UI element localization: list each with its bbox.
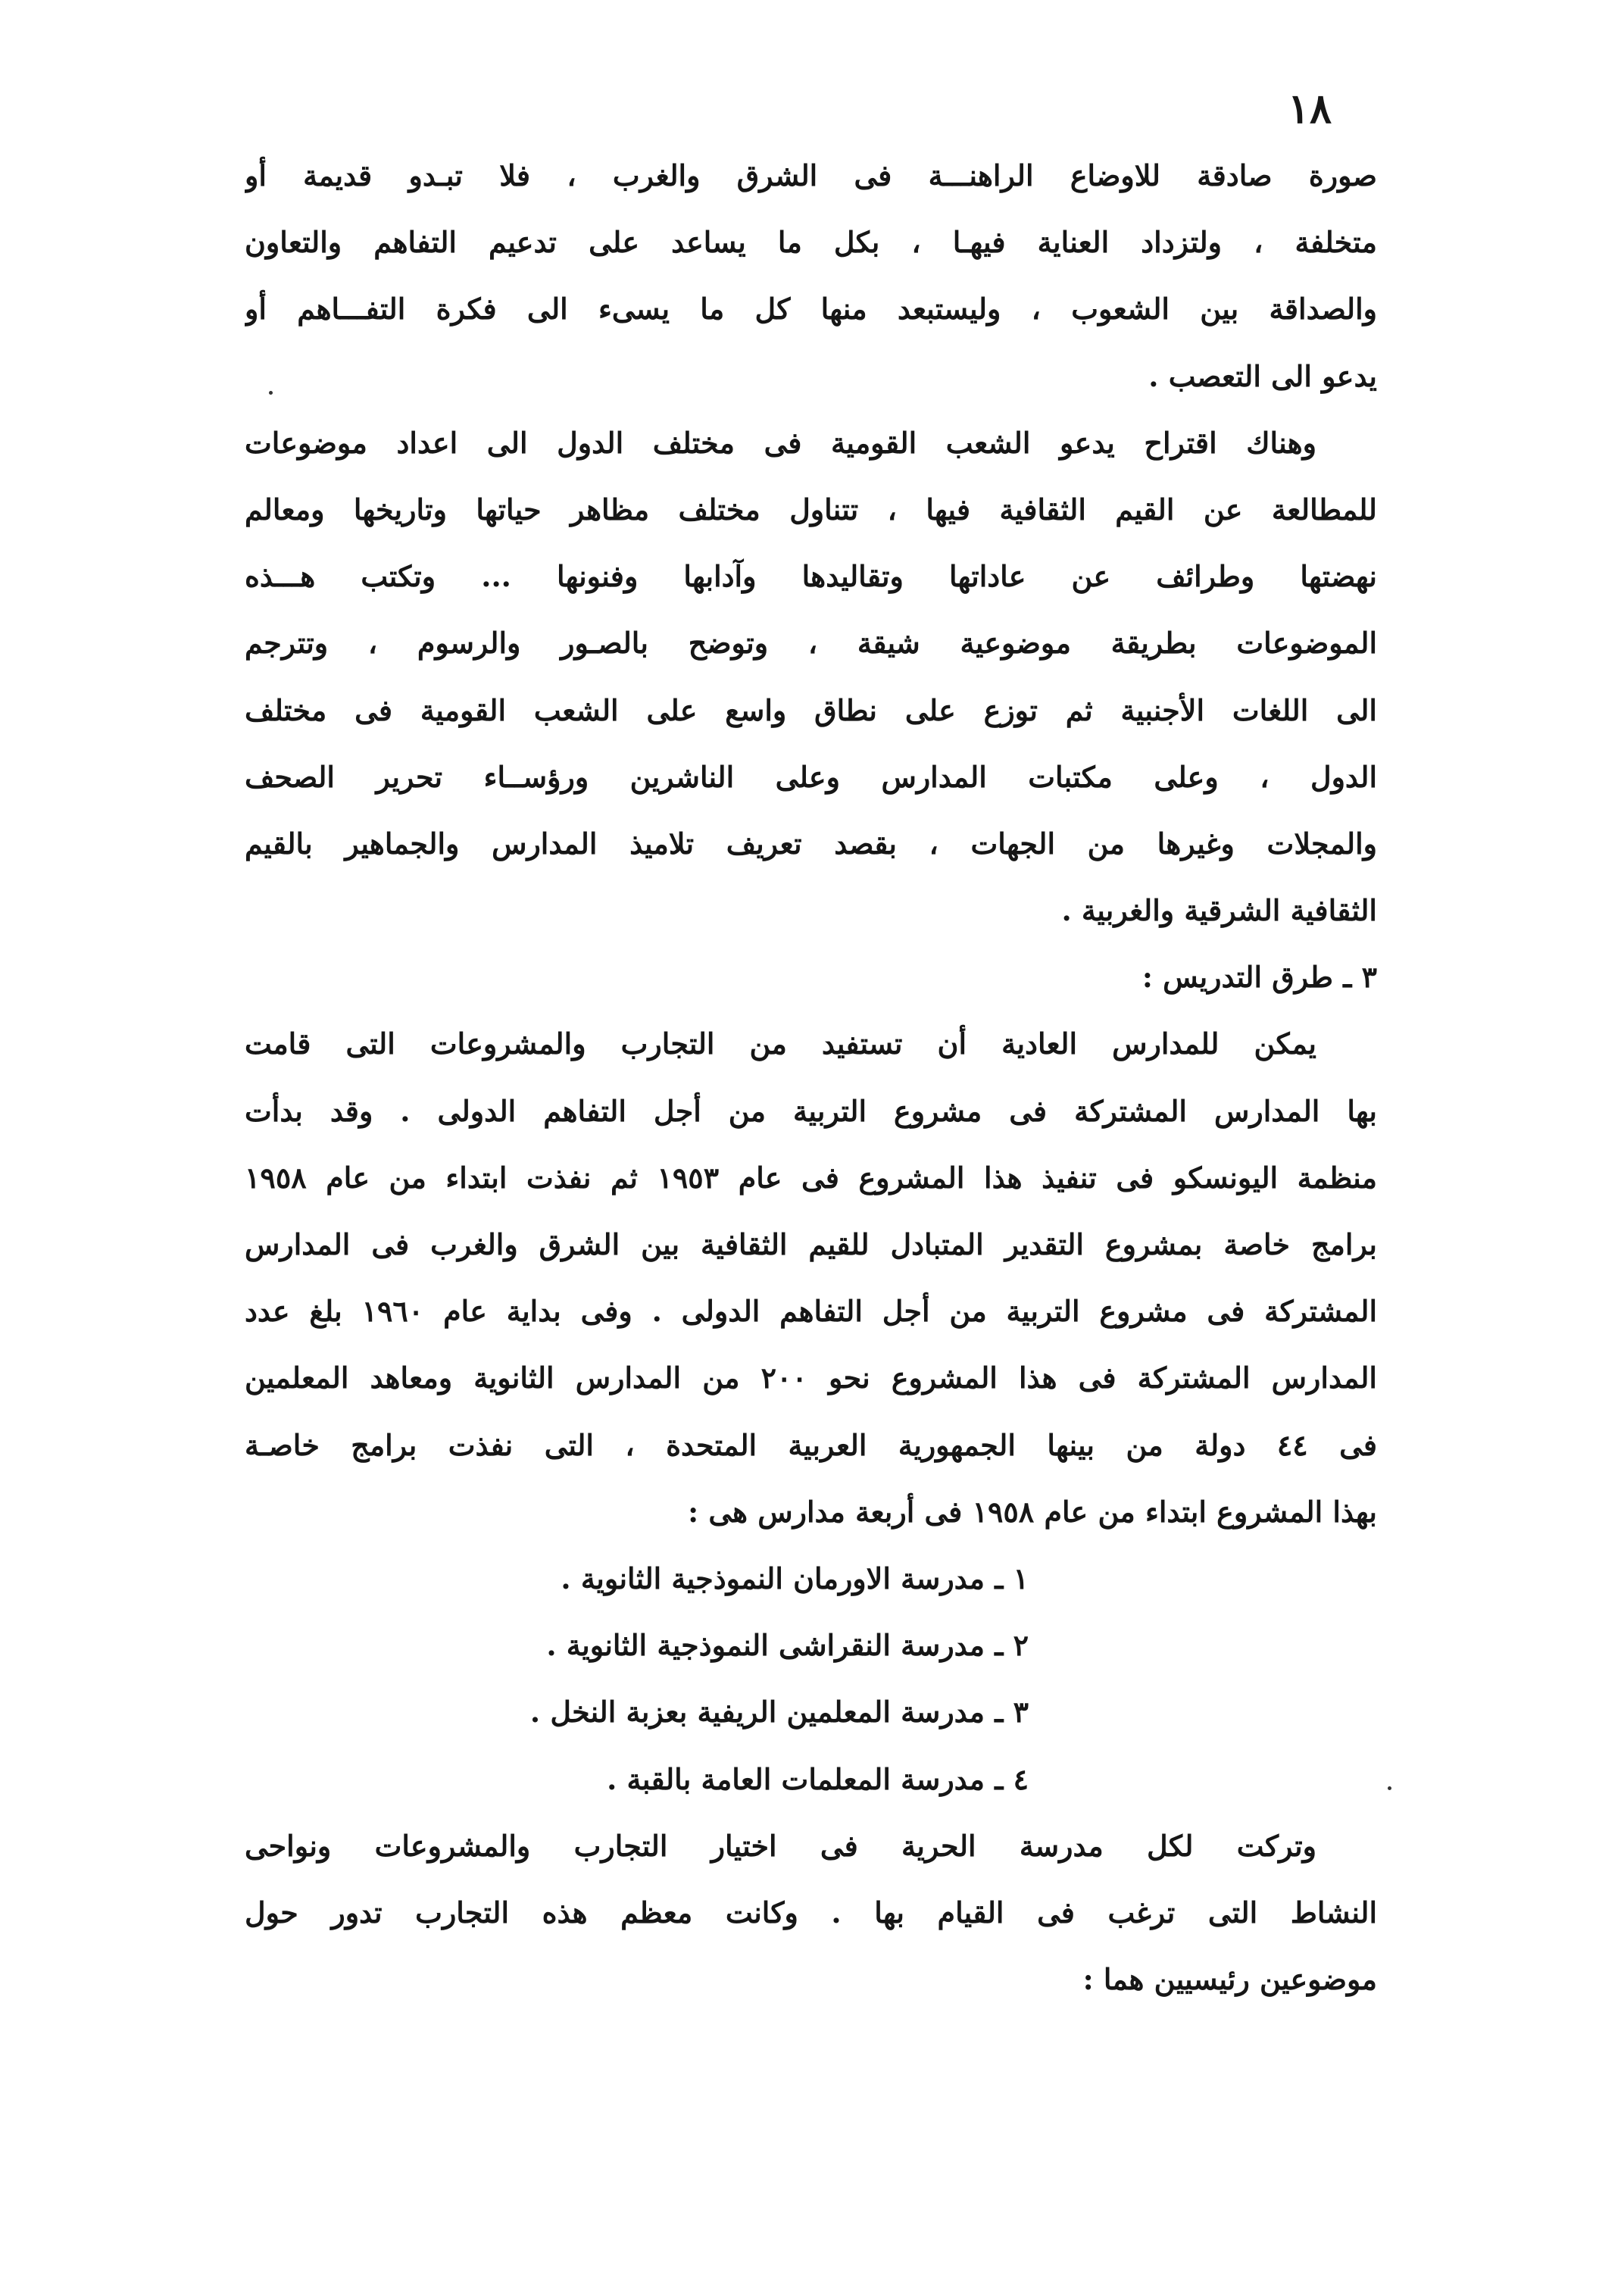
text-line: النشاط التى ترغب فى القيام بها . وكانت معظم هذه التجارب تدور حول [245, 1895, 1377, 1930]
page-number: ١٨ [1287, 84, 1332, 133]
text-line: الى اللغات الأجنبية ثم توزع على نطاق واسع على الشعب القومية فى مختلف [245, 692, 1377, 727]
text-line: برامج خاصة بمشروع التقدير المتبادل للقيم الثقافية بين الشرق والغرب فى المدارس [245, 1227, 1377, 1261]
text-line: متخلفة ، ولتزداد العناية فيهـا ، بكل ما يساعد على تدعيم التفاهم والتعاون [245, 225, 1377, 260]
list-item: ٤ ـ مدرسة المعلمات العامة بالقبة . [607, 1761, 1029, 1796]
scan-speck [269, 391, 273, 395]
text-line: فى ٤٤ دولة من بينها الجمهورية العربية المتحدة ، التى نفذت برامج خاصـة [245, 1427, 1377, 1462]
text-line: والمجلات وغيرها من الجهات ، بقصد تعريف تلاميذ المدارس والجماهير بالقيم [245, 826, 1377, 861]
list-item: ١ ـ مدرسة الاورمان النموذجية الثانوية . [561, 1561, 1029, 1595]
list-item: ٢ ـ مدرسة النقراشى النموذجية الثانوية . [546, 1628, 1029, 1663]
text-line: صورة صادقة للاوضاع الراهنـــة فى الشرق والغرب ، فلا تبـدو قديمة أو [245, 158, 1377, 192]
text-line: بها المدارس المشتركة فى مشروع التربية من أجل التفاهم الدولى . وقد بدأت [245, 1093, 1377, 1128]
scan-speck [1388, 1786, 1391, 1790]
text-line: يمكن للمدارس العادية أن تستفيد من التجارب والمشروعات التى قامت [245, 1027, 1316, 1061]
text-line: الدول ، وعلى مكتبات المدارس وعلى الناشرين ورؤســاء تحرير الصحف [245, 759, 1377, 794]
body-text [245, 142, 1377, 2013]
text-line: موضوعين رئيسيين هما : [1082, 1962, 1377, 1997]
text-line: الثقافية الشرقية والغربية . [1061, 893, 1377, 928]
text-line: منظمة اليونسكو فى تنفيذ هذا المشروع فى عام ١٩٥٣ ثم نفذت ابتداء من عام ١٩٥٨ [245, 1160, 1377, 1195]
list-item: ٣ ـ مدرسة المعلمين الريفية بعزبة النخل . [529, 1695, 1029, 1730]
text-line: بهذا المشروع ابتداء من عام ١٩٥٨ فى أربعة مدارس هى : [688, 1494, 1377, 1529]
text-line: المدارس المشتركة فى هذا المشروع نحو ٢٠٠ من المدارس الثانوية ومعاهد المعلمين [245, 1361, 1377, 1395]
text-line: المشتركة فى مشروع التربية من أجل التفاهم الدولى . وفى بداية عام ١٩٦٠ بلغ عدد [245, 1294, 1377, 1329]
section-heading: ٣ ـ طرق التدريس : [1141, 960, 1377, 995]
text-line: وهناك اقتراح يدعو الشعب القومية فى مختلف الدول الى اعداد موضوعات [245, 425, 1316, 460]
text-line: نهضتها وطرائف عن عاداتها وتقاليدها وآدابها وفنونها ... وتكتب هـــذه [245, 559, 1377, 594]
text-line: الموضوعات بطريقة موضوعية شيقة ، وتوضح بالصـور والرسوم ، وتترجم [245, 626, 1377, 661]
text-line: يدعو الى التعصب . [1148, 358, 1377, 393]
text-line: للمطالعة عن القيم الثقافية فيها ، تتناول مختلف مظاهر حياتها وتاريخها ومعالم [245, 492, 1377, 527]
text-line: وتركت لكل مدرسة الحرية فى اختيار التجارب والمشروعات ونواحى [245, 1828, 1316, 1863]
text-line: والصداقة بين الشعوب ، وليستبعد منها كل ما يسىء الى فكرة التفـــاهم أو [245, 292, 1377, 327]
